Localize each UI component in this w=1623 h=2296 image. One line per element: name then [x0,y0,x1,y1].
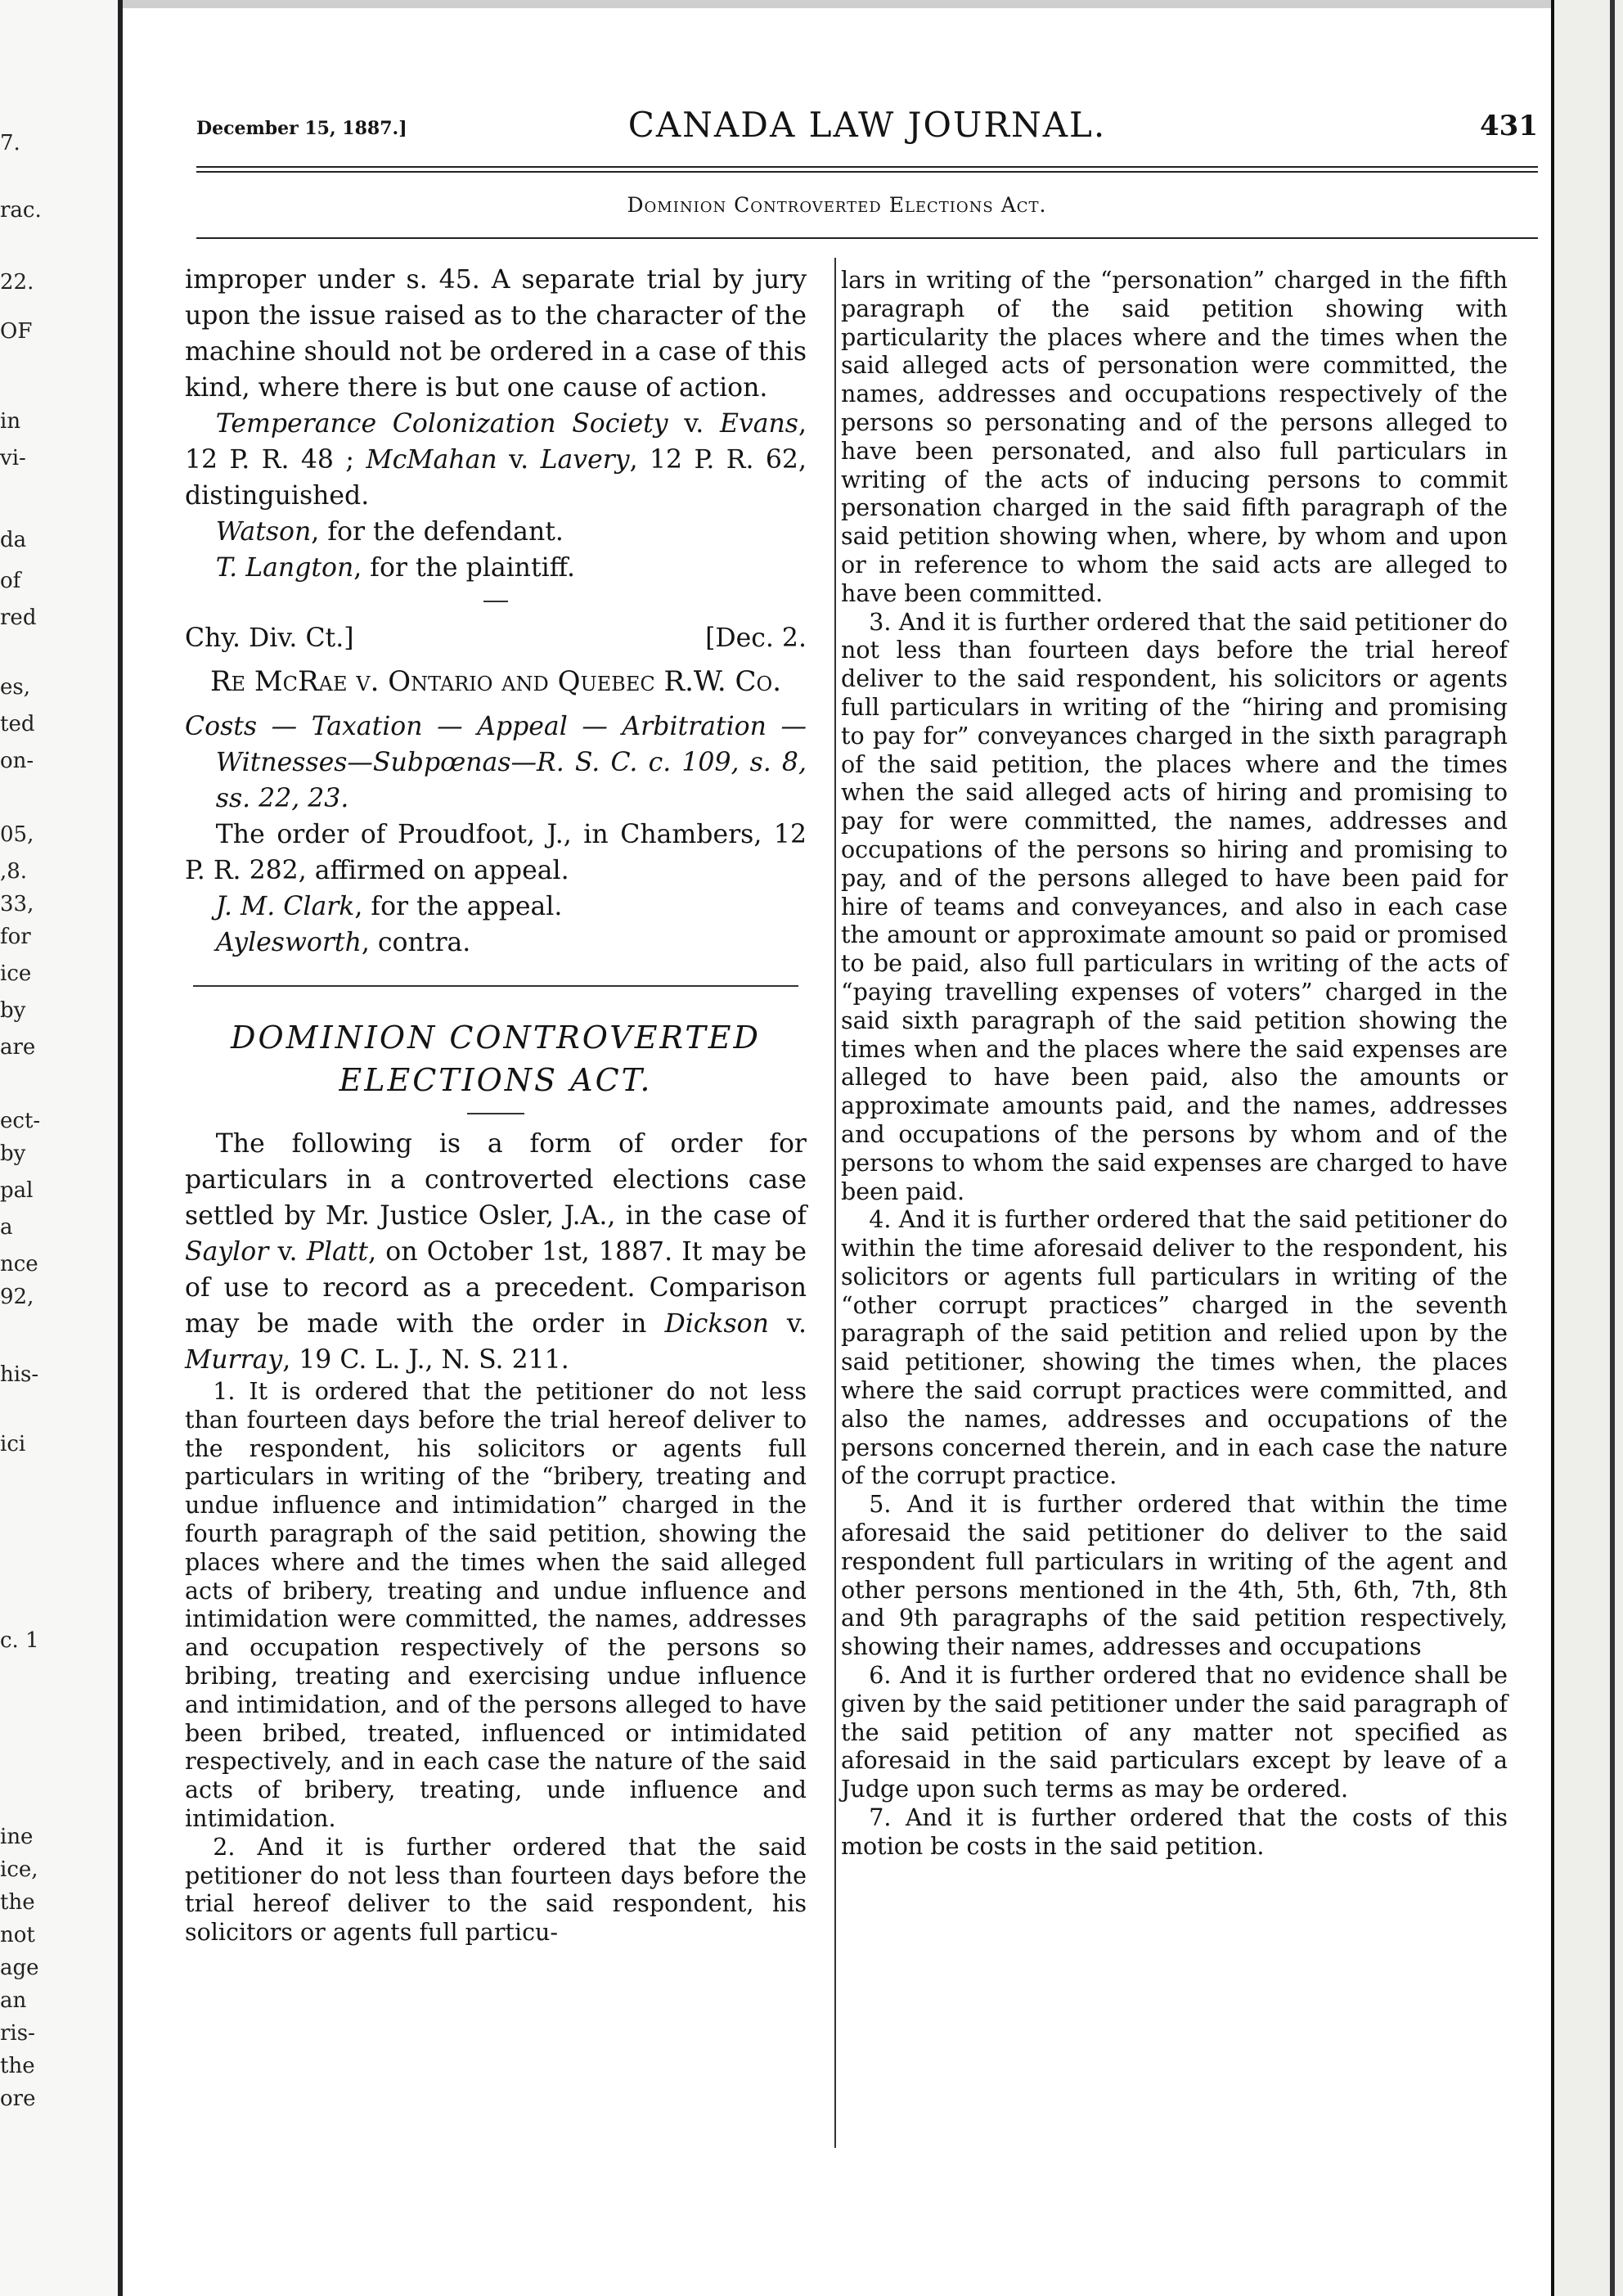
margin-fragment: not [0,1923,35,1947]
margin-fragment: 33, [0,892,34,916]
margin-fragment: age [0,1956,39,1980]
right-edge-bar [1610,0,1615,2296]
counsel-line: T. Langton, for the plaintiff. [215,553,575,583]
order-paragraph: The order of Proudfoot, J., in Chambers, 12 P. R. 282, affirmed on appeal. [185,820,807,885]
party-name: Evans [719,409,798,439]
header-rule-top [196,166,1538,168]
margin-fragment: for [0,925,31,949]
section-heading: DOMINION CONTROVERTED ELECTIONS ACT. [231,1020,761,1098]
court-line [185,620,807,656]
margin-fragment: a [0,1215,13,1240]
margin-fragment: in [0,409,21,434]
adjacent-page-margin [0,0,123,2296]
decision-date: [Dec. 2. [705,624,807,653]
section-separator [483,601,508,602]
order-clause-6: 6. And it is further ordered that no evidence shall be given by the said petitioner under the said paragraph of the said petition of any matter not specified as aforesaid in the said particulars except by leave of a Judge upon such terms as may be ordered. [841,1662,1508,1803]
margin-fragment: rac. [0,198,42,223]
order-clause-1: 1. It is ordered that the petitioner do not less than fourteen days before the trial hereof deliver to the respondent, his solicitors or agents full particulars in writing of the “bribery, treating and undue influence and intimidation” charged in the fourth paragraph of the said petition, showing the places where and the times when the said alleged acts of bribery, treating and undue influence and intimidation were committed, the names, addresses and occupation respectively of the persons so bribing, treating and exercising undue influence and intimidation, and of the persons alleged to have been bribed, treated, influenced or intimidated respectively, and in each case the nature of the said acts of bribery, treating, unde influence and intimidation. [185,1378,807,1832]
case-title: Re McRae v. Ontario and Quebec R.W. Co. [209,665,782,698]
left-column [185,262,807,1947]
margin-fragment: c. 1 [0,1628,39,1653]
margin-fragment: of [0,569,21,593]
order-clause-3: 3. And it is further ordered that the said petitioner do not less than fourteen days before the trial hereof deliver to the said respondent, his solicitors or agents full particulars in writing of the “hiring and promising to pay for” conveyances charged in the sixth paragraph of the said petition, the places where and the times when the said alleged acts of hiring and promising to pay for were committed, the names, addresses and occupations of the persons so hiring and promising to pay, and of the persons alleged to have been paid for hire of teams and conveyances, and also in each case the amount or approximate amount so paid or promised to be paid, also full particulars in writing of the acts of “paying travelling expenses of voters” charged in the said sixth paragraph of the said petition showing the times when and the places where the said expenses are alleged to have been paid, also the amounts or approximate amounts paid, and the names, addresses and occupations of the persons by whom and of the persons to whom the said expenses are charged to have been paid. [841,608,1508,1205]
margin-fragment: ore [0,2087,36,2111]
margin-fragment: ted [0,712,35,736]
order-clause-4: 4. And it is further ordered that the said petitioner do within the time aforesaid deliver to the respondent, his solicitors or agents full particulars in writing of the “other corrupt practices” charged in the seventh paragraph of the said petition and relied upon by the said petitioner, showing the times when, the places where the said corrupt practices were committed, and also the names, addresses and occupations of the persons concerned therein, and in each case the nature of the corrupt practice. [841,1206,1508,1490]
right-page-edge [1551,0,1623,2296]
right-column [841,267,1508,1862]
page-header [196,105,1538,154]
running-title: Dominion Controverted Elections Act. [627,193,1047,217]
citation-line: Temperance Colonization Society v. Evans, 12 P. R. 48 ; McMahan v. Lavery, 12 P. R. 62, distinguished. [185,409,807,511]
top-scan-shadow [123,0,1551,8]
margin-fragment: on- [0,749,34,773]
issue-date: December 15, 1887.] [196,118,407,139]
margin-fragment: red [0,606,37,630]
margin-fragment: his- [0,1362,39,1387]
margin-fragment: ici [0,1432,26,1456]
margin-fragment: ice [0,961,32,986]
margin-fragment: ine [0,1825,34,1849]
margin-fragment: are [0,1035,36,1060]
page-number: 431 [1480,110,1538,142]
running-title-rule [196,237,1538,239]
margin-fragment: ,8. [0,859,28,884]
intro-paragraph: The following is a form of order for particulars in a controverted elections case settled by Mr. Justice Osler, J.A., in the case of Saylor v. Platt, on October 1st, 1887. It may be of use to record as a precedent. Comparison may be made with the order in Dickson v. Murray, 19 C. L. J., N. S. 211. [185,1129,807,1375]
margin-fragment: da [0,528,27,552]
margin-fragment: nce [0,1252,38,1276]
journal-page [123,8,1551,2296]
margin-fragment: OF [0,319,33,344]
counsel-line: Watson, for the defendant. [215,517,564,547]
margin-fragment: 7. [0,131,20,155]
court-name: Chy. Div. Ct.] [185,624,354,653]
margin-fragment: ris- [0,2021,35,2046]
margin-fragment: the [0,2054,35,2078]
case-name: McMahan [366,445,497,475]
margin-fragment: 05, [0,822,34,847]
margin-fragment: by [0,998,26,1023]
counsel-line: Aylesworth, contra. [215,928,471,957]
margin-fragment: es, [0,675,30,700]
order-clause-2-continued: lars in writing of the “personation” charged in the fifth paragraph of the said petition showing with particularity the places where and the times when the said alleged acts of personation were committed, the names, addresses and occupations respectively of the persons so personating and of the persons alleged to have been personated, and also full particulars in writing of the acts of inducing persons to commit personation charged in the said fifth paragraph of the said petition showing when, where, by whom and upon or in reference to whom the said acts are alleged to have been committed. [841,267,1508,607]
margin-fragment: an [0,1988,27,2013]
heading-dash [467,1113,524,1114]
header-rule-bottom [196,171,1538,173]
headnote: Costs — Taxation — Appeal — Arbitration — Witnesses—Subpœnas—R. S. C. c. 109, s. 8, ss. 22, 23. [185,712,807,813]
order-clause-7: 7. And it is further ordered that the costs of this motion be costs in the said petition. [841,1804,1508,1860]
margin-fragment: 22. [0,270,34,295]
counsel-line: J. M. Clark, for the appeal. [215,892,563,921]
margin-fragment: pal [0,1178,34,1203]
margin-fragment: vi- [0,446,26,470]
column-divider [834,258,836,2148]
margin-fragment: ice, [0,1857,38,1882]
margin-fragment: by [0,1141,26,1166]
margin-fragment: 92, [0,1285,34,1309]
article-separator [193,985,798,987]
case-name: Temperance Colonization Society [215,409,668,439]
margin-fragment: ect- [0,1109,41,1133]
continued-paragraph: improper under s. 45. A separate trial by jury upon the issue raised as to the character of the machine should not be ordered in a case of this kind, where there is but one cause of action. [185,265,807,403]
journal-title: CANADA LAW JOURNAL. [627,105,1107,145]
margin-fragment: the [0,1890,35,1915]
party-name: Lavery [540,445,630,475]
order-clause-2: 2. And it is further ordered that the said petitioner do not less than fourteen days before the trial hereof deliver to the said respondent, his solicitors or agents full particu- [185,1833,807,1947]
order-clause-5: 5. And it is further ordered that within the time aforesaid the said petitioner do deliver to the said respondent full particulars in writing of the agent and other persons mentioned in the 4th, 5th, 6th, 7th, 8th and 9th paragraphs of the said petition respectively, showing their names, addresses and occupations [841,1491,1508,1661]
